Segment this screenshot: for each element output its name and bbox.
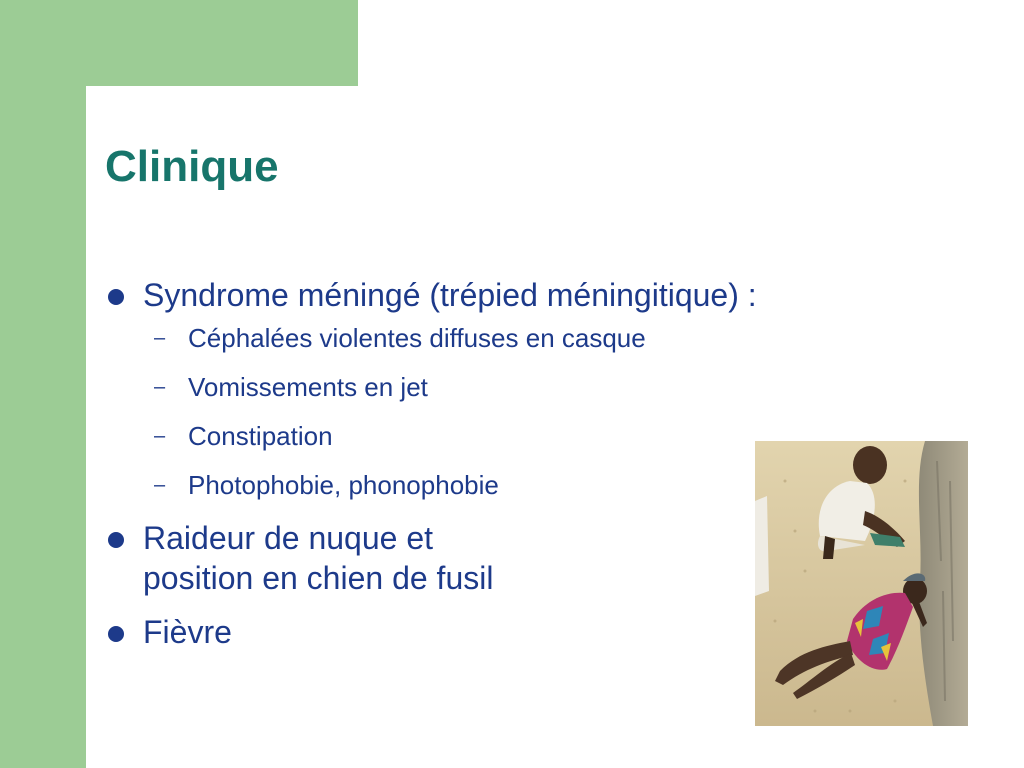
sub-bullet-text: Photophobie, phonophobie — [188, 470, 499, 500]
dash-icon: – — [154, 425, 166, 447]
patient-photo-illustration — [755, 441, 968, 726]
bullet-text: Syndrome méningé (trépied méningitique) : — [143, 277, 757, 313]
patient-photo — [755, 441, 968, 726]
bullet-text-line1: Raideur de nuque et — [143, 520, 433, 556]
bullet-dot-icon — [108, 626, 124, 642]
dash-icon: – — [154, 376, 166, 398]
sub-bullet-text: Constipation — [188, 421, 333, 451]
dash-icon: – — [154, 474, 166, 496]
sub-bullet-text: Céphalées violentes diffuses en casque — [188, 323, 646, 353]
bullet-dot-icon — [108, 532, 124, 548]
sub-bullet-item — [105, 371, 925, 403]
bullet-dot-icon — [108, 289, 124, 305]
content-panel-corner — [86, 86, 146, 146]
decorative-green-left-strip — [0, 0, 86, 768]
dash-icon: – — [154, 327, 166, 349]
bullet-meningeal-syndrome — [105, 275, 925, 315]
slide-title: Clinique — [105, 142, 279, 191]
bullet-text: Fièvre — [143, 614, 232, 650]
sub-bullet-item — [105, 322, 925, 354]
sub-bullet-text: Vomissements en jet — [188, 372, 428, 402]
bullet-text-line2: position en chien de fusil — [143, 560, 494, 596]
